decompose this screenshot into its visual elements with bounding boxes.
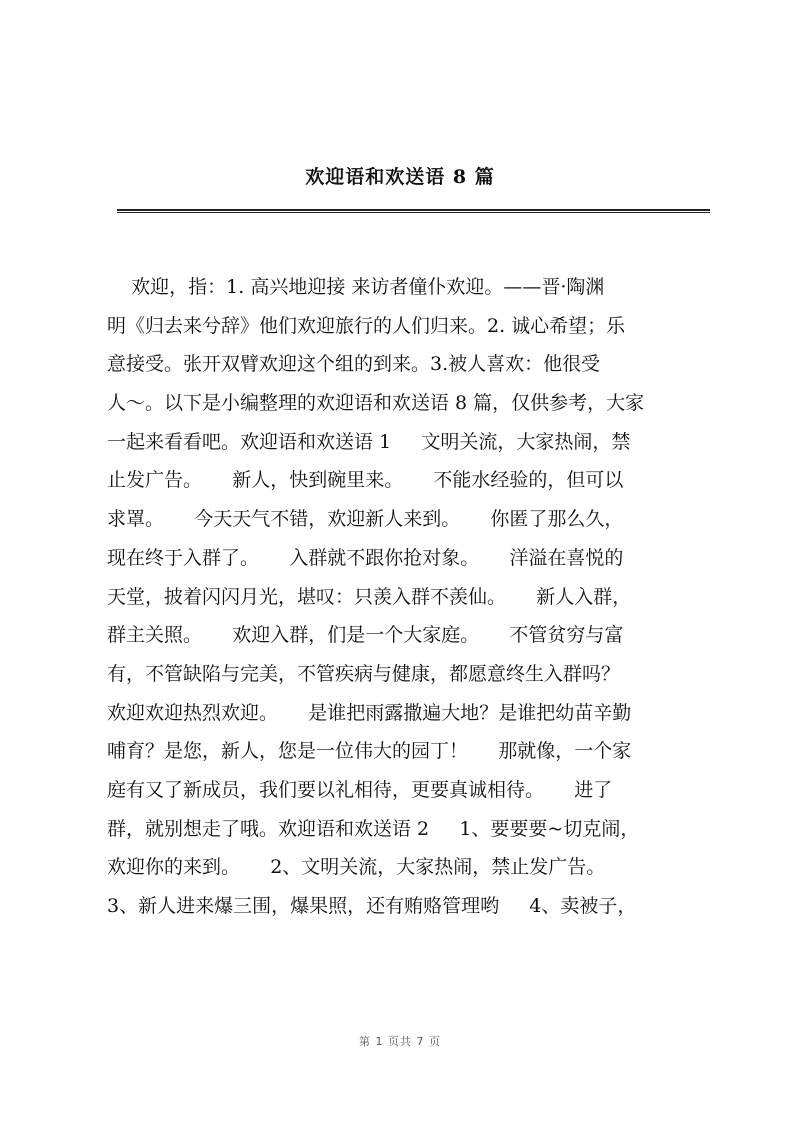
text-line: 庭有又了新成员，我们要以礼相待，更要真诚相待。 进了 [107,778,613,801]
page-number-footer: 第 1 页共 7 页 [359,1035,441,1048]
page-title: 欢迎语和欢送语 8 篇 [305,166,495,188]
text-line: 止发广告。 新人，快到碗里来。 不能水经验的，但可以 [107,469,624,492]
text-line: 明《归去来兮辞》他们欢迎旅行的人们归来。2. 诚心希望；乐 [107,314,626,337]
text-line: 欢迎，指：1. 高兴地迎接 来访者僮仆欢迎。——晋·陶渊 [107,276,605,298]
text-line: 群主关照。 欢迎入群，们是一个大家庭。 不管贫穷与富 [107,624,624,647]
text-line: 欢迎欢迎热烈欢迎。 是谁把雨露撒遍大地？是谁把幼苗辛勤 [107,701,632,724]
text-line: 哺育？是您，新人，您是一位伟大的园丁！ 那就像，一个家 [107,740,632,763]
text-line: 天堂，披着闪闪月光，堪叹：只羡入群不羡仙。 新人入群， [107,585,632,608]
text-line: 有，不管缺陷与完美，不管疾病与健康，都愿意终生入群吗？ [107,662,621,685]
body-text [107,268,707,926]
text-line: 现在终于入群了。 入群就不跟你抢对象。 洋溢在喜悦的 [107,546,624,569]
text-line: 一起来看看吧。欢迎语和欢送语 1 文明关流，大家热闹，禁 [107,430,631,453]
text-line: 3、新人进来爆三围，爆果照，还有贿赂管理哟 4、卖被子， [107,895,637,917]
text-line: 人～。以下是小编整理的欢迎语和欢送语 8 篇，仅供参考，大家 [107,392,645,415]
text-line: 意接受。张开双臂欢迎这个组的到来。3.被人喜欢：他很受 [107,353,601,376]
title-divider [117,209,710,213]
text-line: 求罩。 今天天气不错，欢迎新人来到。 你匿了那么久， [107,508,624,531]
text-line: 欢迎你的来到。 2、文明关流，大家热闹，禁止发广告。 [107,856,606,879]
text-line: 群，就别想走了哦。欢迎语和欢送语 2 1、要要要~切克闹， [107,817,640,840]
